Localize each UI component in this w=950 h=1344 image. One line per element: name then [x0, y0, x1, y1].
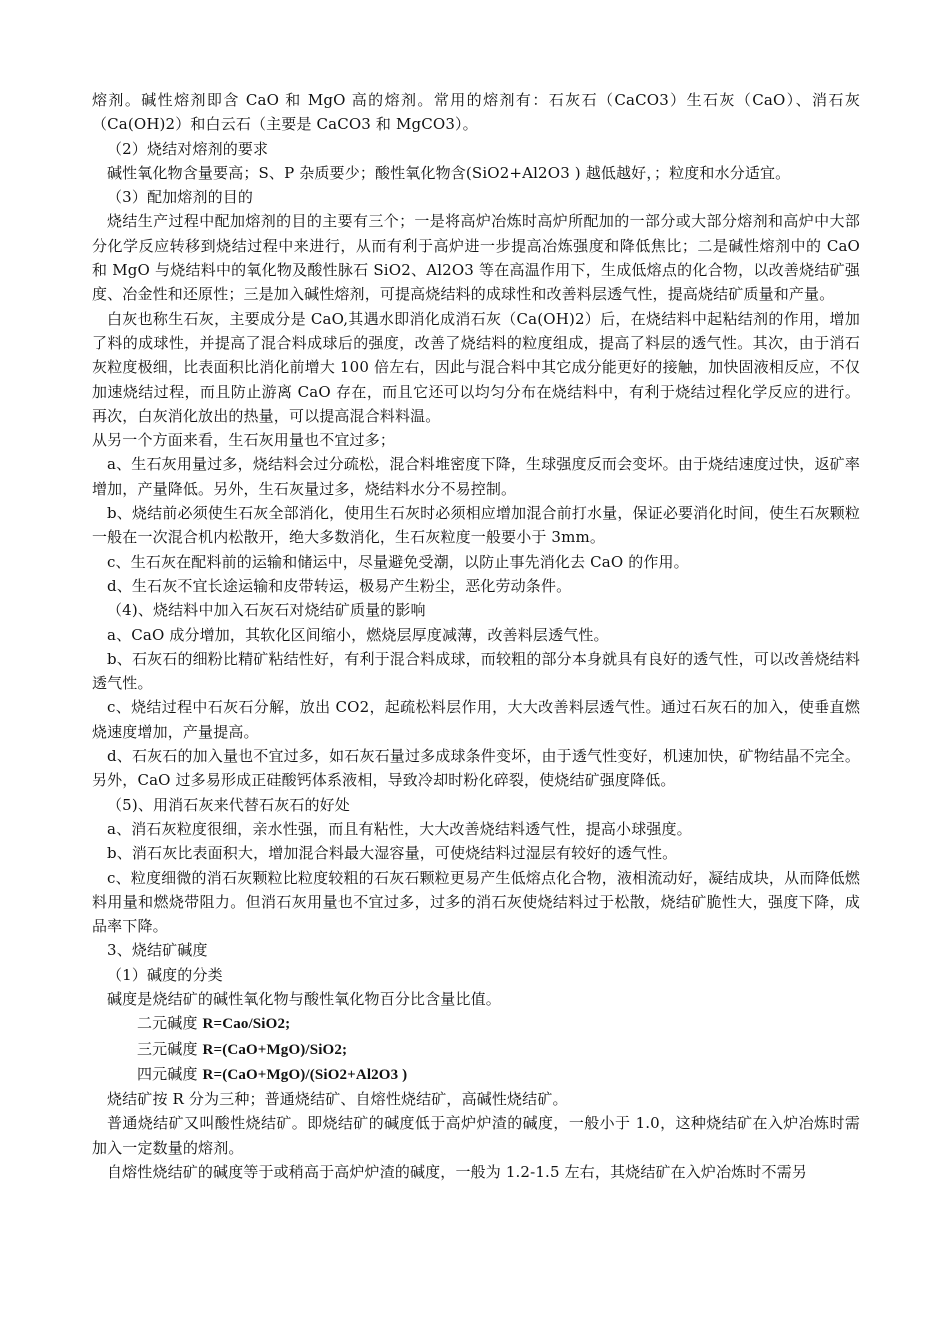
- list-item: b、石灰石的细粉比精矿粘结性好，有利于混合料成球，而较粗的部分本身就具有良好的透气性，可以改善烧结料透气性。: [92, 649, 860, 693]
- paragraph-sinter-classes: 烧结矿按 R 分为三种；普通烧结矿、自熔性烧结矿，高碱性烧结矿。: [107, 1090, 568, 1109]
- list-item: a、生石灰用量过多，烧结料会过分疏松，混合料堆密度下降，生球强度反而会变坏。由于烧结速度过快，返矿率增加，产量降低。另外，生石灰量过多，烧结料水分不易控制。: [92, 455, 860, 498]
- formula-label: 三元碱度: [137, 1039, 198, 1058]
- paragraph-acid-sinter: 普通烧结矿又叫酸性烧结矿。即烧结矿的碱度低于高炉炉渣的碱度，一般小于 1.0，这种烧结矿在入炉冶炼时需加入一定数量的熔剂。: [92, 1114, 860, 1157]
- list-item: c、粒度细微的消石灰颗粒比粒度较粗的石灰石颗粒更易产生低熔点化合物，液相流动好，凝结成块，从而降低燃料用量和燃烧带阻力。但消石灰用量也不宜过多，过多的消石灰使烧结料过于松散，烧结矿脆性大，强度下降，成品率下降。: [92, 868, 860, 936]
- list-item: c、生石灰在配料前的运输和储运中，尽量避免受潮，以防止事先消化去 CaO 的作用。: [107, 552, 689, 571]
- formula-quaternary-basicity: [92, 1062, 860, 1087]
- heading-flux-purpose: （3）配加熔剂的目的: [107, 188, 254, 207]
- heading-limestone-effect: （4)、烧结料中加入石灰石对烧结矿质量的影响: [107, 601, 426, 620]
- paragraph-flux-purpose: 烧结生产过程中配加熔剂的目的主要有三个；一是将高炉冶炼时高炉所配加的一部分或大部分熔剂和高炉中大部分化学反应转移到烧结过程中来进行，从而有利于高炉进一步提高冶炼强度和降低焦比；二是碱性熔剂中的 CaO 和 MgO 与烧结料中的氧化物及酸性脉石 SiO2、Al2O3 等在高温作用下，生成低熔点的化合物，以改善烧结矿强度、冶金性和还原性；三是加入碱性熔剂，可提高烧结料的成球性和改善料层透气性，提高烧结矿质量和产量。: [92, 212, 860, 304]
- heading-basicity-types: （1）碱度的分类: [107, 965, 223, 984]
- list-item: a、消石灰粒度很细，亲水性强，而且有粘性，大大改善烧结料透气性，提高小球强度。: [107, 819, 692, 838]
- paragraph-quicklime-limit: 从另一个方面来看，生石灰用量也不宜过多；: [92, 431, 396, 450]
- heading-slaked-lime: （5)、用消石灰来代替石灰石的好处: [107, 795, 350, 814]
- formula-expression: R=(CaO+MgO)/SiO2;: [202, 1041, 348, 1058]
- list-item: d、生石灰不宜长途运输和皮带转运，极易产生粉尘，恶化劳动条件。: [107, 576, 572, 595]
- formula-label: 四元碱度: [137, 1064, 198, 1083]
- formula-ternary-basicity: [92, 1037, 860, 1062]
- paragraph-quicklime: 白灰也称生石灰，主要成分是 CaO,其遇水即消化成消石灰（Ca(OH)2）后，在烧结料中起粘结剂的作用，增加了料的成球性，并提高了混合料成球后的强度，改善了烧结料的粒度组成，提高了料层的透气性。其次，由于消石灰粒度极细，比表面积比消化前增大 100 倍左右，因此与混合料中其它成分能更好的接触，加快固液相反应，不仅加速烧结过程，而且防止游离 CaO 存在，而且它还可以均匀分布在烧结料中，有利于烧结过程化学反应的进行。再次，白灰消化放出的热量，可以提高混合料料温。: [92, 309, 860, 425]
- heading-flux-requirements: （2）烧结对熔剂的要求: [107, 139, 269, 158]
- paragraph-flux-types: 熔剂。碱性熔剂即含 CaO 和 MgO 高的熔剂。常用的熔剂有：石灰石（CaCO3）生石灰（CaO）、消石灰（Ca(OH)2）和白云石（主要是 CaCO3 和 MgCO3）。: [92, 91, 860, 134]
- formula-label: 二元碱度: [137, 1014, 198, 1033]
- formula-binary-basicity: [92, 1011, 860, 1036]
- formula-expression: R=(CaO+MgO)/(SiO2+Al2O3 ): [202, 1066, 408, 1083]
- formula-expression: R=Cao/SiO2;: [202, 1016, 291, 1033]
- list-item: b、烧结前必须使生石灰全部消化，使用生石灰时必须相应增加混合前打水量，保证必要消化时间，使生石灰颗粒一般在一次混合机内松散开，绝大多数消化，生石灰粒度一般要小于 3mm。: [92, 504, 860, 547]
- paragraph-fluxed-sinter: 自熔性烧结矿的碱度等于或稍高于高炉炉渣的碱度，一般为 1.2-1.5 左右，其烧结矿在入炉冶炼时不需另: [107, 1163, 807, 1182]
- heading-basicity: 3、烧结矿碱度: [107, 941, 208, 960]
- list-item: a、CaO 成分增加，其软化区间缩小，燃烧层厚度减薄，改善料层透气性。: [107, 625, 609, 644]
- paragraph-basicity-definition: 碱度是烧结矿的碱性氧化物与酸性氧化物百分比含量比值。: [107, 989, 501, 1008]
- list-item: b、消石灰比表面积大，增加混合料最大湿容量，可使烧结料过湿层有较好的透气性。: [107, 844, 678, 863]
- document-body: [92, 88, 860, 1184]
- paragraph-flux-requirements: 碱性氧化物含量要高；S、P 杂质要少；酸性氧化物含(SiO2+Al2O3 ) 越低越好，；粒度和水分适宜。: [107, 163, 791, 182]
- list-item: d、石灰石的加入量也不宜过多，如石灰石量过多成球条件变坏，由于透气性变好，机速加快，矿物结晶不完全。另外，CaO 过多易形成正硅酸钙体系液相，导致冷却时粉化碎裂，使烧结矿强度降低。: [92, 747, 860, 790]
- list-item: c、烧结过程中石灰石分解，放出 CO2，起疏松料层作用，大大改善料层透气性。通过石灰石的加入，使垂直燃烧速度增加，产量提高。: [92, 698, 860, 741]
